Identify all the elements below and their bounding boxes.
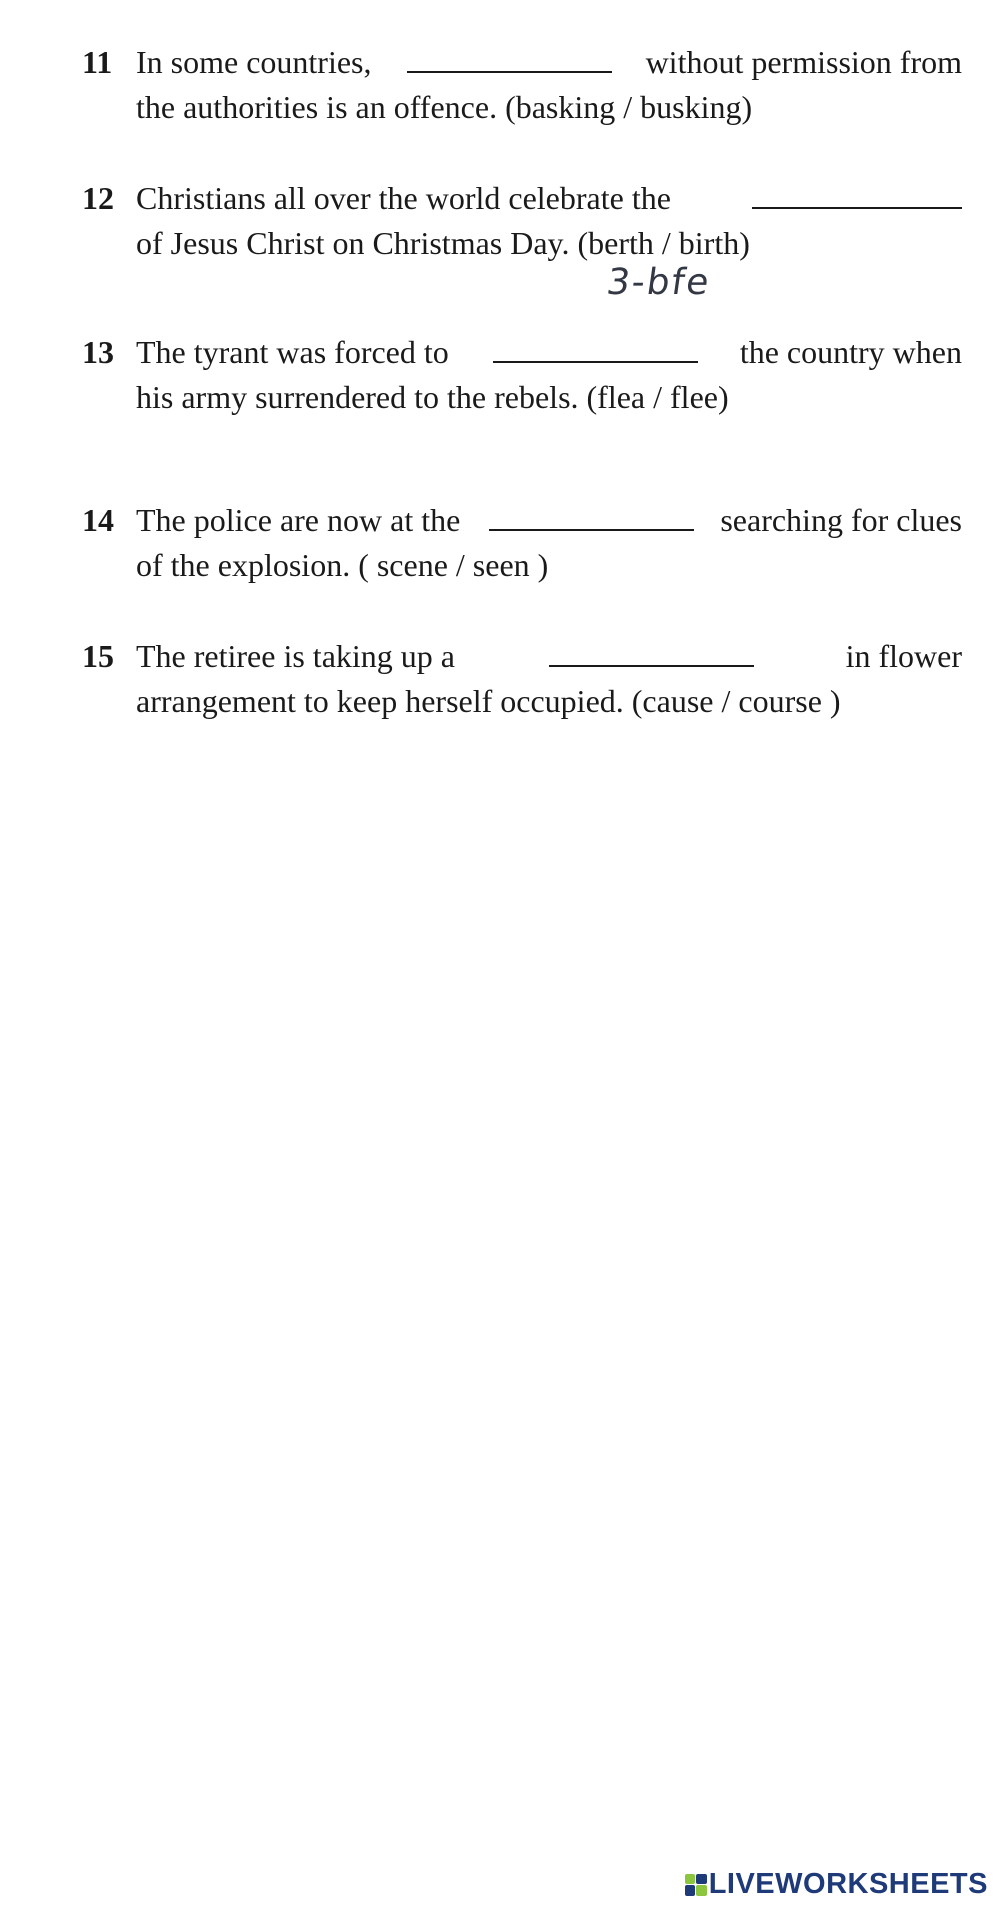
- question-line-2-text: the authorities is an offence. (basking / busking): [136, 89, 753, 125]
- question-line-2: [136, 375, 962, 420]
- liveworksheets-logo-text: LIVEWORKSHEETS: [708, 1868, 988, 1900]
- question-line-2: [136, 679, 962, 724]
- text-before-blank: The retiree is taking up a: [136, 638, 455, 674]
- question-text: [136, 498, 962, 588]
- text-after-blank: searching for clues: [720, 502, 962, 538]
- text-before-blank: The tyrant was forced to: [136, 334, 449, 370]
- answer-blank[interactable]: [752, 181, 962, 209]
- question-number: 11: [82, 44, 113, 80]
- question-line-1: [136, 330, 962, 375]
- question-line-2: [136, 85, 962, 130]
- question-line-2-text: of Jesus Christ on Christmas Day. (berth / birth): [136, 225, 750, 261]
- text-before-blank: In some countries,: [136, 44, 372, 80]
- handwritten-annotation: 3-bfe: [604, 262, 714, 303]
- question-number: 15: [82, 638, 114, 674]
- text-after-blank: the country when: [739, 334, 962, 370]
- question-number: 12: [82, 180, 114, 216]
- question-line-2: [136, 221, 962, 266]
- liveworksheets-logo[interactable]: [685, 1868, 988, 1901]
- question-line-2-text: his army surrendered to the rebels. (flea / flee): [136, 379, 729, 415]
- question-number: 13: [82, 334, 114, 370]
- answer-blank[interactable]: [407, 45, 612, 73]
- liveworksheets-logo-icon: [685, 1874, 707, 1896]
- question-line-2-text: arrangement to keep herself occupied. (cause / course ): [136, 683, 841, 719]
- question-line-1: [136, 634, 962, 679]
- question-text: [136, 176, 962, 266]
- answer-blank[interactable]: [493, 335, 698, 363]
- question-line-1: [136, 498, 962, 543]
- text-after-blank: in flower: [845, 638, 962, 674]
- question-number: 14: [82, 502, 114, 538]
- question-line-1: [136, 40, 962, 85]
- answer-blank[interactable]: [489, 503, 694, 531]
- answer-blank[interactable]: [549, 639, 754, 667]
- question-line-1: [136, 176, 962, 221]
- text-before-blank: Christians all over the world celebrate the: [136, 180, 671, 216]
- text-after-blank: without permission from: [645, 44, 962, 80]
- question-text: [136, 330, 962, 420]
- question-text: [136, 40, 962, 130]
- question-line-2: [136, 543, 962, 588]
- text-before-blank: The police are now at the: [136, 502, 461, 538]
- question-line-2-text: of the explosion. ( scene / seen ): [136, 547, 549, 583]
- question-text: [136, 634, 962, 724]
